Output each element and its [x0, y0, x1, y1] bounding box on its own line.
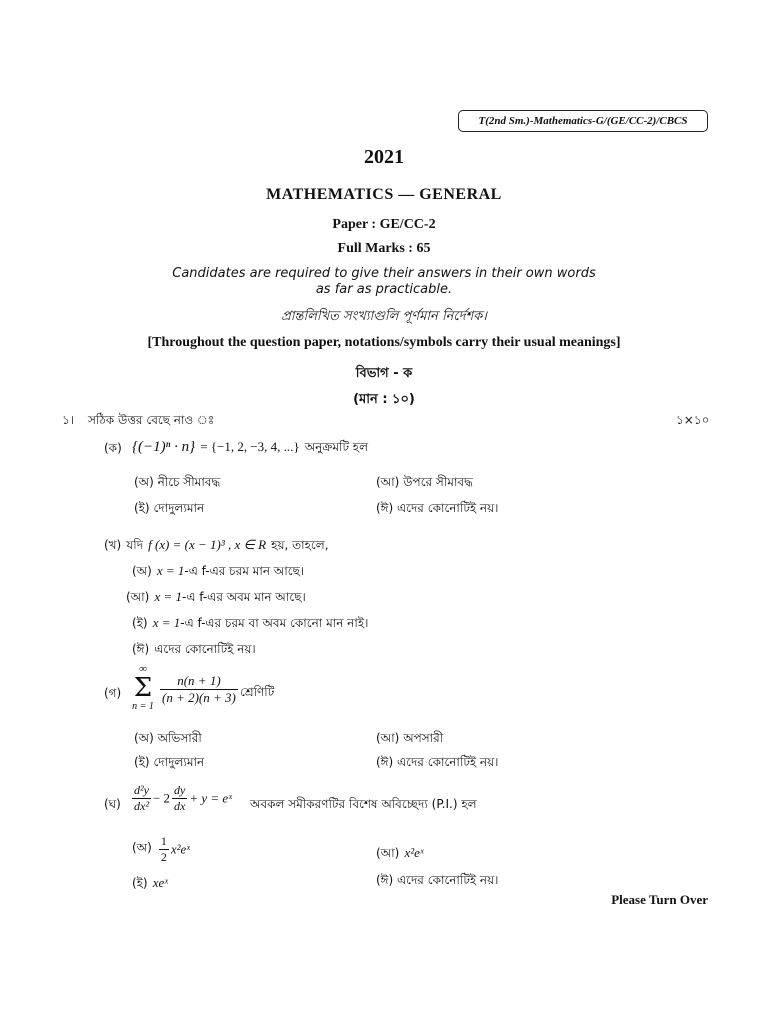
instructions	[0, 266, 768, 298]
qd-minus-two: − 2	[152, 790, 171, 806]
qc-option-d: (ঈ) এদের কোনোটিই নয়।	[376, 755, 499, 769]
qd-dy: dy	[174, 783, 186, 797]
qd-option-d: (ঈ) এদের কোনোটিই নয়।	[376, 873, 499, 887]
qc-option-c: (ই) দোদুল্যমান	[134, 755, 205, 769]
question-marks: ১×১০	[676, 413, 710, 427]
qa-label: (ক)	[104, 441, 122, 455]
qa-option-a: (অ) নীচে সীমাবদ্ধ	[134, 475, 221, 489]
qc-option-b: (আ) অপসারী	[376, 731, 444, 745]
qd-d2y: d²y	[134, 783, 149, 797]
qa-seq-rhs: = {−1, 2, −3, 4, ...}	[200, 439, 300, 454]
qd-option-a: (অ) $\frac{1}{2}$ x²eˣ	[132, 834, 190, 864]
qd-dx2: dx²	[134, 799, 149, 813]
qb-suffix: হয়, তাহলে,	[271, 538, 329, 552]
qa-expression	[132, 436, 368, 459]
instruction-bengali: প্রান্তলিখিত সংখ্যাগুলি পূর্ণমান নির্দেশক।	[281, 309, 487, 324]
qc-denominator: (n + 2)(n + 3)	[162, 690, 236, 705]
sigma-icon: Σ	[133, 673, 153, 703]
qc-suffix: শ্রেণিটি	[240, 685, 275, 699]
qc-label: (গ)	[104, 686, 122, 700]
question-number: ১।	[62, 413, 75, 427]
qb-option-c: (ই) x = 1-এ f-এর চরম বা অবম কোনো মান নাই।	[132, 615, 369, 630]
qd-label: (ঘ)	[104, 797, 121, 811]
section-marks: (মান : ১০)	[353, 392, 415, 407]
qa-option-c: (ই) দোদুল্যমান	[134, 501, 205, 515]
qb-stem	[104, 534, 329, 557]
page-turn-note: Please Turn Over	[611, 892, 708, 907]
question-prompt: সঠিক উত্তর বেছে নাও ঃ	[88, 413, 215, 427]
section-title: বিভাগ - ক	[355, 366, 413, 381]
qb-expression: f (x) = (x − 1)³ , x ∈ R	[148, 537, 267, 552]
paper-code-line: Paper : GE/CC-2	[332, 217, 436, 232]
qc-lower-limit: n = 1	[132, 701, 154, 712]
qb-option-a: (অ) x = 1-এ f-এর চরম মান আছে।	[132, 563, 305, 578]
qa-seq-lhs: {(−1)ⁿ · n}	[132, 439, 196, 455]
qd-option-c: (ই) xeˣ	[132, 875, 168, 890]
paper-title: MATHEMATICS — GENERAL	[266, 186, 502, 203]
qc-summation	[128, 664, 158, 713]
qc-option-a: (অ) অভিসারী	[134, 731, 202, 745]
qb-label: (খ)	[104, 538, 122, 552]
qc-fraction	[158, 673, 240, 706]
instruction-line-1: Candidates are required to give their answers in their own words	[172, 266, 596, 281]
qb-option-b: (আ) x = 1-এ f-এর অবম মান আছে।	[126, 589, 306, 604]
qd-suffix: অবকল সমীকরণটির বিশেষ অবিচ্ছেদ্য (P.I.) হল	[250, 797, 477, 811]
qc-numerator: n(n + 1)	[160, 673, 238, 690]
qd-rest: + y = eˣ	[189, 790, 232, 806]
qa-option-d: (ঈ) এদের কোনোটিই নয়।	[376, 501, 499, 515]
qa-suffix: অনুক্রমটি হল	[304, 440, 369, 454]
qd-dx: dx	[174, 799, 186, 813]
qb-prefix: যদি	[126, 538, 143, 552]
exam-year: 2021	[364, 146, 404, 168]
qa-option-b: (আ) উপরে সীমাবদ্ধ	[376, 475, 473, 489]
qc-upper-limit: ∞	[139, 663, 147, 675]
full-marks: Full Marks : 65	[337, 241, 431, 256]
paper-code: T(2nd Sm.)-Mathematics-G/(GE/CC-2)/CBCS	[458, 110, 708, 132]
notation-note: [Throughout the question paper, notations/symbols carry their usual meanings]	[147, 335, 621, 350]
qd-equation	[130, 783, 232, 814]
qb-option-d: (ঈ) এদের কোনোটিই নয়।	[132, 642, 256, 656]
qd-option-b: (আ) x²eˣ	[376, 845, 424, 860]
instruction-line-2: as far as practicable.	[315, 282, 453, 297]
